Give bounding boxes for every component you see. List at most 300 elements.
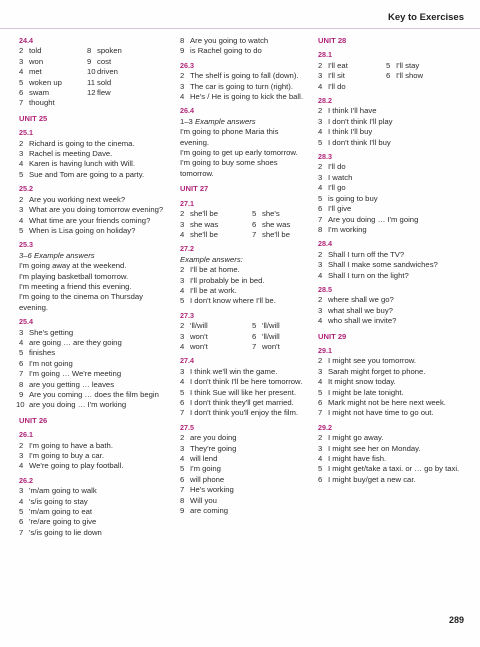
exercise-24-4-answers bbox=[19, 46, 171, 108]
answer-item bbox=[19, 359, 171, 369]
answer-item bbox=[180, 367, 308, 377]
example-answers-note: 3–6 Example answers bbox=[19, 250, 95, 260]
answer-text: I might be late tonight. bbox=[328, 387, 404, 397]
item-number: 5 bbox=[19, 225, 24, 235]
answer-item bbox=[19, 486, 171, 496]
exercise-heading: 27.2 bbox=[180, 244, 194, 254]
item-number: 8 bbox=[87, 46, 92, 56]
answer-text: she'll be bbox=[262, 229, 290, 239]
answer-item bbox=[16, 400, 171, 410]
answer-text: told bbox=[29, 46, 42, 56]
answer-text: Will you bbox=[190, 495, 217, 505]
answer-text: thought bbox=[29, 98, 55, 108]
answer-line: I'm meeting a friend this evening. bbox=[19, 281, 132, 291]
answer-text: I might buy/get a new car. bbox=[328, 474, 416, 484]
item-number: 2 bbox=[318, 295, 323, 305]
answer-item bbox=[180, 475, 308, 485]
item-number: 3 bbox=[19, 327, 24, 337]
answer-item bbox=[180, 506, 308, 516]
item-number: 3 bbox=[318, 366, 323, 376]
answer-text: where shall we go? bbox=[328, 295, 394, 305]
answer-item bbox=[19, 451, 171, 461]
exercise-heading: 28.1 bbox=[318, 50, 332, 60]
item-number: 4 bbox=[180, 229, 185, 239]
header-divider bbox=[0, 28, 480, 29]
answer-item bbox=[180, 265, 308, 275]
answer-item bbox=[19, 517, 171, 527]
answer-text: Sarah might forget to phone. bbox=[328, 366, 426, 376]
item-number: 5 bbox=[19, 348, 24, 358]
answer-line: I'm going to buy some shoes tomorrow. bbox=[180, 158, 278, 178]
answer-item bbox=[180, 464, 308, 474]
item-number: 2 bbox=[180, 71, 185, 81]
answer-item bbox=[318, 183, 468, 193]
answer-item bbox=[318, 173, 468, 183]
exercise-heading: 26.2 bbox=[19, 475, 33, 485]
answer-line: I'm playing basketball tomorrow. bbox=[19, 271, 129, 281]
answer-item bbox=[19, 507, 171, 517]
item-number: 5 bbox=[318, 387, 323, 397]
answer-text: I might see her on Monday. bbox=[328, 443, 421, 453]
item-number: 9 bbox=[180, 46, 185, 56]
answer-text: He's / He is going to kick the ball. bbox=[190, 92, 303, 102]
item-number: 6 bbox=[180, 398, 185, 407]
item-number: 3 bbox=[318, 172, 323, 182]
answer-item bbox=[318, 444, 468, 454]
answer-text: I watch bbox=[328, 172, 353, 182]
item-number: 3 bbox=[318, 116, 323, 126]
answer-item bbox=[318, 250, 468, 260]
item-number: 7 bbox=[318, 408, 323, 418]
unit-heading: UNIT 26 bbox=[19, 415, 48, 425]
answer-item bbox=[19, 328, 171, 338]
answer-text: will lend bbox=[190, 454, 218, 464]
item-number: 10 bbox=[87, 67, 96, 77]
answer-text: driven bbox=[97, 67, 118, 77]
item-number: 4 bbox=[19, 159, 24, 169]
answer-text: is Rachel going to do bbox=[190, 46, 262, 56]
item-number: 8 bbox=[19, 379, 24, 389]
answer-item bbox=[19, 528, 171, 538]
answer-text: what shall we buy? bbox=[328, 305, 393, 315]
item-number: 3 bbox=[19, 149, 24, 159]
answer-item bbox=[318, 117, 468, 127]
answer-text: I'll sit bbox=[328, 71, 345, 81]
item-number: 4 bbox=[318, 183, 323, 193]
item-number: 2 bbox=[180, 321, 185, 331]
answer-text: she was bbox=[190, 219, 219, 229]
item-number: 5 bbox=[252, 321, 257, 331]
item-number: 6 bbox=[180, 474, 185, 484]
exercise-heading: 29.2 bbox=[318, 422, 332, 432]
answer-text: I'm working bbox=[328, 224, 367, 234]
item-number: 4 bbox=[180, 377, 185, 387]
answer-item bbox=[19, 195, 171, 205]
item-number: 5 bbox=[318, 137, 323, 147]
answer-text: 'll/will bbox=[262, 321, 280, 331]
answer-text: I might go away. bbox=[328, 433, 384, 443]
answer-text: she's bbox=[262, 209, 280, 219]
item-number: 8 bbox=[318, 224, 323, 234]
answer-text: 'll/will bbox=[262, 331, 280, 341]
answer-text: They're going bbox=[190, 443, 237, 453]
answer-text: He's working bbox=[190, 485, 234, 495]
answer-text: What are you doing tomorrow evening? bbox=[29, 205, 164, 215]
answer-text: Are you working next week? bbox=[29, 194, 126, 204]
item-number: 4 bbox=[318, 377, 323, 387]
answer-text: will phone bbox=[190, 474, 225, 484]
answer-item bbox=[180, 296, 308, 306]
item-number: 5 bbox=[180, 296, 185, 306]
answer-text: I don't think they'll get married. bbox=[190, 398, 294, 407]
answer-item bbox=[318, 127, 468, 137]
answer-text: The shelf is going to fall (down). bbox=[190, 71, 299, 81]
item-number: 7 bbox=[19, 98, 24, 108]
item-number: 6 bbox=[252, 331, 257, 341]
answer-item bbox=[180, 398, 308, 408]
answer-text: I'll stay bbox=[396, 60, 420, 70]
answer-text: I'm going to have a bath. bbox=[29, 440, 113, 450]
answer-text: 'm/am going to walk bbox=[29, 486, 97, 496]
answer-text: I think I'll have bbox=[328, 106, 377, 116]
answer-text: I think I'll buy bbox=[328, 127, 373, 137]
item-number: 4 bbox=[19, 215, 24, 225]
answer-text: I'll be at home. bbox=[190, 265, 240, 275]
unit-heading: UNIT 25 bbox=[19, 113, 48, 123]
answer-line: I'm going away at the weekend. bbox=[19, 261, 127, 271]
answer-item bbox=[180, 388, 308, 398]
answer-text: What time are your friends coming? bbox=[29, 215, 151, 225]
exercise-heading: 28.5 bbox=[318, 284, 332, 294]
answer-text: I'm going to buy a car. bbox=[29, 451, 104, 461]
answer-text: 'm/am going to eat bbox=[29, 507, 93, 517]
answer-text: We're going to play football. bbox=[29, 461, 124, 471]
answer-item bbox=[318, 306, 468, 316]
exercise-heading: 27.1 bbox=[180, 198, 194, 208]
answer-text: 're/are going to give bbox=[29, 517, 97, 527]
answer-text: I'll give bbox=[328, 204, 352, 214]
answer-item bbox=[318, 356, 468, 366]
item-number: 9 bbox=[87, 56, 92, 66]
exercise-heading: 25.2 bbox=[19, 184, 33, 194]
answer-text: Sue and Tom are going to a party. bbox=[29, 169, 145, 179]
answer-item bbox=[180, 485, 308, 495]
item-number: 2 bbox=[318, 356, 323, 366]
exercise-heading: 28.2 bbox=[318, 96, 332, 106]
answer-item bbox=[180, 71, 308, 81]
answer-text: are you getting … leaves bbox=[29, 379, 115, 389]
answer-item bbox=[19, 390, 171, 400]
answer-item bbox=[180, 408, 308, 418]
item-number: 4 bbox=[180, 454, 185, 464]
item-number: 3 bbox=[180, 275, 185, 285]
item-number: 4 bbox=[318, 81, 323, 91]
answer-item bbox=[180, 377, 308, 387]
item-number: 5 bbox=[180, 464, 185, 474]
item-number: 2 bbox=[318, 60, 323, 70]
answer-text: cost bbox=[97, 56, 112, 66]
item-number: 5 bbox=[19, 77, 24, 87]
item-number: 3 bbox=[318, 443, 323, 453]
answer-text: 'll/will bbox=[190, 321, 208, 331]
answer-text: she was bbox=[262, 219, 291, 229]
answer-item bbox=[180, 496, 308, 506]
answer-text: I don't think I'll buy bbox=[328, 137, 391, 147]
answer-item bbox=[180, 286, 308, 296]
item-number: 3 bbox=[180, 443, 185, 453]
answer-item bbox=[318, 388, 468, 398]
exercise-heading: 26.3 bbox=[180, 60, 194, 70]
item-number: 10 bbox=[16, 400, 25, 410]
item-number: 2 bbox=[19, 138, 24, 148]
item-number: 2 bbox=[318, 106, 323, 116]
item-number: 6 bbox=[318, 398, 323, 407]
item-number: 5 bbox=[180, 387, 185, 397]
item-number: 6 bbox=[252, 219, 257, 229]
answer-text: won't bbox=[190, 331, 208, 341]
answer-item bbox=[19, 369, 171, 379]
item-number: 3 bbox=[180, 366, 185, 376]
item-number: 4 bbox=[318, 127, 323, 137]
answer-text: I might get/take a taxi. or … go by taxi. bbox=[328, 464, 460, 474]
item-number: 5 bbox=[318, 464, 323, 474]
answer-item bbox=[19, 338, 171, 348]
item-number: 3 bbox=[19, 56, 24, 66]
answer-text: 's/is going to stay bbox=[29, 496, 88, 506]
item-number: 2 bbox=[19, 440, 24, 450]
answer-item bbox=[19, 216, 171, 226]
answer-item bbox=[318, 106, 468, 116]
answer-item bbox=[318, 367, 468, 377]
item-number: 4 bbox=[318, 270, 323, 280]
answer-text: I'm going bbox=[190, 464, 221, 474]
answer-item bbox=[318, 377, 468, 387]
page-header-title: Key to Exercises bbox=[387, 12, 464, 23]
answer-item bbox=[19, 205, 171, 215]
item-number: 3 bbox=[19, 205, 24, 215]
answer-item bbox=[318, 225, 468, 235]
answer-text: Are you going to watch bbox=[190, 36, 269, 45]
answer-item bbox=[19, 170, 171, 180]
answer-item bbox=[318, 475, 468, 485]
unit-heading: UNIT 27 bbox=[180, 184, 209, 194]
answer-text: I'm not going bbox=[29, 358, 73, 368]
item-number: 3 bbox=[180, 219, 185, 229]
answer-item bbox=[19, 497, 171, 507]
answer-item bbox=[318, 408, 468, 418]
exercise-heading: 28.3 bbox=[318, 152, 332, 162]
item-number: 7 bbox=[180, 485, 185, 495]
answer-text: she'll be bbox=[190, 209, 218, 219]
answer-item bbox=[180, 454, 308, 464]
item-number: 9 bbox=[180, 506, 185, 516]
answer-text: Karen is having lunch with Will. bbox=[29, 159, 135, 169]
answer-text: I think Sue will like her present. bbox=[190, 387, 296, 397]
item-number: 2 bbox=[19, 194, 24, 204]
answer-item bbox=[180, 46, 308, 56]
answer-text: Shall I make some sandwiches? bbox=[328, 260, 438, 270]
answer-text: I'll show bbox=[396, 71, 424, 81]
item-number: 3 bbox=[19, 486, 24, 496]
column-3 bbox=[318, 36, 468, 485]
item-number: 8 bbox=[180, 36, 185, 45]
answer-text: I'll go bbox=[328, 183, 346, 193]
answer-item bbox=[318, 433, 468, 443]
item-number: 4 bbox=[318, 454, 323, 464]
answer-item bbox=[180, 433, 308, 443]
note-range: 1–3 bbox=[180, 116, 195, 126]
answer-text: flew bbox=[97, 88, 111, 98]
answer-item bbox=[318, 271, 468, 281]
answer-text: sold bbox=[97, 77, 112, 87]
answer-text: is going to buy bbox=[328, 193, 378, 203]
answer-item bbox=[19, 226, 171, 236]
item-number: 6 bbox=[386, 71, 391, 81]
item-number: 3 bbox=[318, 305, 323, 315]
answer-item bbox=[180, 276, 308, 286]
item-number: 2 bbox=[318, 162, 323, 172]
answer-item bbox=[180, 92, 308, 102]
item-number: 6 bbox=[19, 358, 24, 368]
answer-text: met bbox=[29, 67, 42, 77]
item-number: 9 bbox=[19, 390, 24, 399]
item-number: 4 bbox=[180, 92, 185, 102]
item-number: 7 bbox=[252, 229, 257, 239]
answer-text: I'll do bbox=[328, 162, 346, 172]
exercise-heading: 25.4 bbox=[19, 317, 33, 327]
answer-text: who shall we invite? bbox=[328, 316, 397, 326]
item-number: 5 bbox=[386, 60, 391, 70]
answer-item bbox=[318, 215, 468, 225]
answer-item bbox=[318, 316, 468, 326]
answer-text: won't bbox=[190, 341, 208, 351]
answer-text: I'll eat bbox=[328, 60, 348, 70]
exercise-heading: 29.1 bbox=[318, 345, 332, 355]
answer-text: she'll be bbox=[190, 229, 218, 239]
answer-text: are going … are they going bbox=[29, 337, 122, 347]
answer-item bbox=[318, 464, 468, 474]
exercise-heading: 26.4 bbox=[180, 106, 194, 116]
answer-text: won bbox=[29, 56, 44, 66]
answer-item bbox=[19, 149, 171, 159]
exercise-heading: 28.4 bbox=[318, 239, 332, 249]
item-number: 4 bbox=[180, 341, 185, 351]
answer-text: She's getting bbox=[29, 327, 74, 337]
item-number: 7 bbox=[19, 369, 24, 379]
exercise-heading: 27.3 bbox=[180, 310, 194, 320]
answer-item bbox=[318, 295, 468, 305]
answer-item bbox=[318, 194, 468, 204]
answer-text: Mark might not be here next week. bbox=[328, 398, 446, 407]
exercise-heading: 24.4 bbox=[19, 36, 33, 45]
item-number: 4 bbox=[19, 337, 24, 347]
answer-item bbox=[180, 82, 308, 92]
item-number: 7 bbox=[19, 527, 24, 537]
answer-text: finishes bbox=[29, 348, 56, 358]
item-number: 6 bbox=[318, 204, 323, 214]
answer-text: I might see you tomorrow. bbox=[328, 356, 417, 366]
answer-text: I don't know where I'll be. bbox=[190, 296, 276, 306]
answer-text: I'll be at work. bbox=[190, 285, 237, 295]
answer-item bbox=[318, 260, 468, 270]
unit-heading: UNIT 28 bbox=[318, 36, 347, 45]
item-number: 3 bbox=[180, 331, 185, 341]
answer-item bbox=[19, 461, 171, 471]
column-1 bbox=[16, 36, 171, 538]
answer-line: I'm going to phone Maria this evening. bbox=[180, 127, 279, 147]
answer-text: I don't think you'll enjoy the film. bbox=[190, 408, 299, 418]
item-number: 6 bbox=[19, 517, 24, 527]
item-number: 11 bbox=[87, 77, 95, 87]
answer-text: Shall I turn off the TV? bbox=[328, 249, 405, 259]
answer-text: When is Lisa going on holiday? bbox=[29, 225, 136, 235]
answer-item bbox=[180, 444, 308, 454]
answer-item bbox=[318, 204, 468, 214]
column-2 bbox=[180, 36, 308, 516]
answer-text: are coming bbox=[190, 506, 229, 516]
item-number: 3 bbox=[19, 451, 24, 461]
answer-text: Are you doing … I'm going bbox=[328, 214, 419, 224]
example-answers-note bbox=[180, 117, 308, 127]
item-number: 4 bbox=[19, 67, 24, 77]
item-number: 6 bbox=[318, 474, 323, 484]
answer-line: I'm going to get up early tomorrow. bbox=[180, 148, 298, 158]
answer-text: I'll probably be in bed. bbox=[190, 275, 265, 285]
answer-item bbox=[19, 159, 171, 169]
page-number: 289 bbox=[448, 615, 464, 625]
item-number: 12 bbox=[87, 88, 96, 98]
item-number: 5 bbox=[19, 507, 24, 517]
item-number: 8 bbox=[180, 495, 185, 505]
item-number: 5 bbox=[19, 169, 24, 179]
answer-item bbox=[19, 380, 171, 390]
answer-text: won't bbox=[262, 341, 280, 351]
item-number: 4 bbox=[19, 461, 24, 471]
exercise-heading: 27.4 bbox=[180, 356, 194, 366]
answer-text: I might not have time to go out. bbox=[328, 408, 434, 418]
exercise-heading: 27.5 bbox=[180, 422, 194, 432]
answer-item bbox=[318, 398, 468, 408]
answer-item bbox=[19, 139, 171, 149]
answer-text: It might snow today. bbox=[328, 377, 396, 387]
answer-text: I might have fish. bbox=[328, 454, 387, 464]
answer-item bbox=[318, 162, 468, 172]
exercise-heading: 26.1 bbox=[19, 430, 33, 440]
answer-text: I don't think I'll be here tomorrow. bbox=[190, 377, 303, 387]
answer-text: Rachel is meeting Dave. bbox=[29, 149, 113, 159]
item-number: 3 bbox=[180, 81, 185, 91]
answer-text: I don't think I'll play bbox=[328, 116, 393, 126]
item-number: 4 bbox=[318, 316, 323, 326]
exercise-heading: 25.1 bbox=[19, 128, 33, 138]
answer-text: woken up bbox=[29, 77, 62, 87]
answer-text: I'll do bbox=[328, 81, 346, 91]
answer-text: are you doing … I'm working bbox=[29, 400, 127, 410]
item-number: 2 bbox=[180, 209, 185, 219]
answer-line: I'm going to the cinema on Thursday evening. bbox=[19, 292, 143, 312]
answer-text: I think we'll win the game. bbox=[190, 366, 278, 376]
example-answers-note: Example answers: bbox=[180, 254, 243, 264]
note-label: Example answers bbox=[194, 116, 256, 126]
item-number: 2 bbox=[19, 46, 24, 56]
answer-text: are you doing bbox=[190, 433, 237, 443]
answer-text: Shall I turn on the light? bbox=[328, 270, 409, 280]
item-number: 7 bbox=[180, 408, 185, 418]
item-number: 2 bbox=[318, 433, 323, 443]
exercise-heading: 25.3 bbox=[19, 240, 33, 250]
answer-item bbox=[318, 454, 468, 464]
item-number: 2 bbox=[180, 433, 185, 443]
